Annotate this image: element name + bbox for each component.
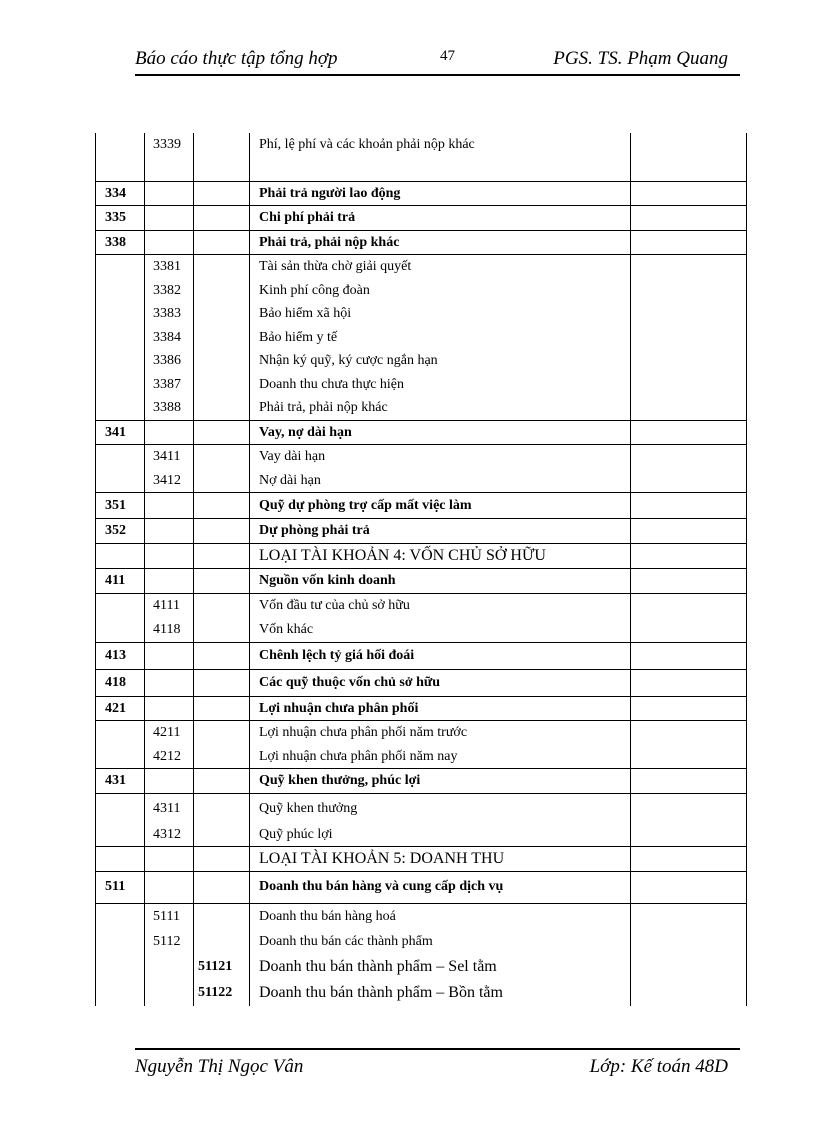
- class-name: Lớp: Kế toán 48D: [589, 1056, 728, 1077]
- author-name: Nguyễn Thị Ngọc Vân: [135, 1056, 304, 1077]
- account-level1-cell: [96, 593, 145, 618]
- table-row: [96, 373, 747, 397]
- table-row: [96, 469, 747, 493]
- notes-cell: [631, 871, 747, 903]
- account-level2-cell: [145, 642, 194, 669]
- account-name-cell: Quỹ khen thưởng, phúc lợi: [250, 769, 631, 794]
- account-level3-cell: [194, 847, 250, 872]
- table-row: [96, 954, 747, 980]
- table-row: [96, 543, 747, 568]
- notes-cell: [631, 930, 747, 954]
- account-name-cell: Doanh thu bán thành phẩm – Sel tằm: [250, 954, 631, 980]
- account-level1-cell: 335: [96, 206, 145, 231]
- table-row: [96, 396, 747, 420]
- account-level3-cell: [194, 493, 250, 519]
- account-name-cell: Quỹ phúc lợi: [250, 823, 631, 847]
- notes-cell: [631, 696, 747, 721]
- account-level2-cell: [145, 696, 194, 721]
- notes-cell: [631, 794, 747, 823]
- notes-cell: [631, 721, 747, 745]
- account-level2-cell: 4111: [145, 593, 194, 618]
- notes-cell: [631, 847, 747, 872]
- table-row: [96, 255, 747, 279]
- notes-cell: [631, 445, 747, 469]
- table-row: [96, 206, 747, 231]
- notes-cell: [631, 543, 747, 568]
- notes-cell: [631, 618, 747, 642]
- supervisor-name: PGS. TS. Phạm Quang: [553, 48, 728, 69]
- account-level3-cell: 51122: [194, 980, 250, 1006]
- account-name-cell: Vốn đầu tư của chủ sở hữu: [250, 593, 631, 618]
- account-level2-cell: [145, 980, 194, 1006]
- account-level2-cell: [145, 493, 194, 519]
- account-level1-cell: [96, 823, 145, 847]
- account-level2-cell: 3339: [145, 133, 194, 181]
- notes-cell: [631, 769, 747, 794]
- chart-of-accounts-table: [95, 133, 747, 1006]
- account-name-cell: Phải trả người lao động: [250, 181, 631, 206]
- table-row: [96, 279, 747, 303]
- account-level3-cell: [194, 279, 250, 303]
- table-row: [96, 696, 747, 721]
- account-name-cell: Nợ dài hạn: [250, 469, 631, 493]
- table-row: [96, 847, 747, 872]
- account-level2-cell: 5112: [145, 930, 194, 954]
- account-level3-cell: [194, 133, 250, 181]
- account-level3-cell: [194, 593, 250, 618]
- account-name-cell: Lợi nhuận chưa phân phối năm trước: [250, 721, 631, 745]
- table-row: [96, 823, 747, 847]
- account-level3-cell: [194, 642, 250, 669]
- account-name-cell: Nguồn vốn kinh doanh: [250, 568, 631, 593]
- account-level2-cell: [145, 568, 194, 593]
- table-row: [96, 133, 747, 181]
- account-name-cell: Vay, nợ dài hạn: [250, 420, 631, 445]
- notes-cell: [631, 745, 747, 769]
- account-name-cell: Doanh thu bán các thành phẩm: [250, 930, 631, 954]
- account-name-cell: Vay dài hạn: [250, 445, 631, 469]
- notes-cell: [631, 206, 747, 231]
- account-name-cell: Doanh thu bán thành phẩm – Bồn tằm: [250, 980, 631, 1006]
- table-row: [96, 618, 747, 642]
- account-name-cell: Bảo hiểm xã hội: [250, 302, 631, 326]
- notes-cell: [631, 469, 747, 493]
- table-row: [96, 871, 747, 903]
- account-name-cell: Kinh phí công đoàn: [250, 279, 631, 303]
- account-level3-cell: 51121: [194, 954, 250, 980]
- account-level1-cell: 351: [96, 493, 145, 519]
- account-level1-cell: [96, 794, 145, 823]
- account-name-cell: Các quỹ thuộc vốn chủ sở hữu: [250, 669, 631, 696]
- account-name-cell: Lợi nhuận chưa phân phối năm nay: [250, 745, 631, 769]
- account-level2-cell: 3382: [145, 279, 194, 303]
- table-row: [96, 302, 747, 326]
- account-level1-cell: 338: [96, 230, 145, 255]
- account-level2-cell: 3387: [145, 373, 194, 397]
- account-level2-cell: [145, 230, 194, 255]
- account-name-cell: Quỹ khen thưởng: [250, 794, 631, 823]
- account-name-cell: LOẠI TÀI KHOẢN 5: DOANH THU: [250, 847, 631, 872]
- account-name-cell: Vốn khác: [250, 618, 631, 642]
- table-row: [96, 980, 747, 1006]
- notes-cell: [631, 954, 747, 980]
- account-level1-cell: [96, 326, 145, 350]
- account-name-cell: Chi phí phải trả: [250, 206, 631, 231]
- account-level1-cell: [96, 255, 145, 279]
- page-footer: [135, 1048, 740, 1080]
- account-level3-cell: [194, 930, 250, 954]
- account-level2-cell: [145, 954, 194, 980]
- account-name-cell: Phí, lệ phí và các khoản phải nộp khác: [250, 133, 631, 181]
- account-level1-cell: 431: [96, 769, 145, 794]
- table-row: [96, 326, 747, 350]
- account-level2-cell: 3381: [145, 255, 194, 279]
- account-level3-cell: [194, 568, 250, 593]
- account-level3-cell: [194, 519, 250, 544]
- account-level2-cell: [145, 420, 194, 445]
- account-level1-cell: [96, 302, 145, 326]
- notes-cell: [631, 568, 747, 593]
- notes-cell: [631, 593, 747, 618]
- account-level1-cell: 341: [96, 420, 145, 445]
- account-level3-cell: [194, 420, 250, 445]
- account-level2-cell: [145, 769, 194, 794]
- account-level2-cell: 4118: [145, 618, 194, 642]
- table-row: [96, 445, 747, 469]
- table-row: [96, 669, 747, 696]
- account-level2-cell: 3386: [145, 349, 194, 373]
- account-level3-cell: [194, 181, 250, 206]
- account-name-cell: Phải trả, phải nộp khác: [250, 230, 631, 255]
- account-level2-cell: 3411: [145, 445, 194, 469]
- account-level3-cell: [194, 823, 250, 847]
- notes-cell: [631, 181, 747, 206]
- account-name-cell: Lợi nhuận chưa phân phối: [250, 696, 631, 721]
- account-name-cell: Quỹ dự phòng trợ cấp mất việc làm: [250, 493, 631, 519]
- account-level1-cell: [96, 618, 145, 642]
- account-level3-cell: [194, 721, 250, 745]
- table-row: [96, 769, 747, 794]
- notes-cell: [631, 519, 747, 544]
- notes-cell: [631, 903, 747, 930]
- account-level1-cell: [96, 930, 145, 954]
- page-number: 47: [440, 48, 455, 64]
- account-level3-cell: [194, 445, 250, 469]
- report-title: Báo cáo thực tập tổng hợp: [135, 48, 338, 69]
- table-row: [96, 493, 747, 519]
- page-header: [135, 48, 740, 76]
- account-level3-cell: [194, 696, 250, 721]
- account-name-cell: Chênh lệch tỷ giá hối đoái: [250, 642, 631, 669]
- notes-cell: [631, 255, 747, 279]
- account-level3-cell: [194, 302, 250, 326]
- table-row: [96, 181, 747, 206]
- table-row: [96, 420, 747, 445]
- account-level1-cell: 413: [96, 642, 145, 669]
- account-level1-cell: 411: [96, 568, 145, 593]
- account-level2-cell: 4311: [145, 794, 194, 823]
- account-level1-cell: 334: [96, 181, 145, 206]
- account-level2-cell: 3384: [145, 326, 194, 350]
- account-level2-cell: 4211: [145, 721, 194, 745]
- account-name-cell: Doanh thu chưa thực hiện: [250, 373, 631, 397]
- table-row: [96, 230, 747, 255]
- account-level1-cell: [96, 279, 145, 303]
- account-level3-cell: [194, 871, 250, 903]
- account-level1-cell: [96, 745, 145, 769]
- account-level3-cell: [194, 396, 250, 420]
- notes-cell: [631, 823, 747, 847]
- account-level2-cell: [145, 847, 194, 872]
- account-level2-cell: 3412: [145, 469, 194, 493]
- account-name-cell: Doanh thu bán hàng hoá: [250, 903, 631, 930]
- account-level1-cell: [96, 349, 145, 373]
- notes-cell: [631, 133, 747, 181]
- notes-cell: [631, 302, 747, 326]
- account-level3-cell: [194, 745, 250, 769]
- table-row: [96, 593, 747, 618]
- table-row: [96, 721, 747, 745]
- account-name-cell: Nhận ký quỹ, ký cược ngắn hạn: [250, 349, 631, 373]
- notes-cell: [631, 279, 747, 303]
- table-row: [96, 349, 747, 373]
- table-row: [96, 930, 747, 954]
- account-level1-cell: [96, 396, 145, 420]
- table-row: [96, 642, 747, 669]
- account-level2-cell: [145, 871, 194, 903]
- table-row: [96, 568, 747, 593]
- account-level2-cell: 3383: [145, 302, 194, 326]
- account-level3-cell: [194, 255, 250, 279]
- account-level3-cell: [194, 469, 250, 493]
- notes-cell: [631, 493, 747, 519]
- account-level2-cell: 5111: [145, 903, 194, 930]
- account-level1-cell: [96, 133, 145, 181]
- account-level1-cell: [96, 847, 145, 872]
- notes-cell: [631, 396, 747, 420]
- account-level1-cell: [96, 980, 145, 1006]
- account-level3-cell: [194, 769, 250, 794]
- account-level3-cell: [194, 543, 250, 568]
- notes-cell: [631, 420, 747, 445]
- notes-cell: [631, 669, 747, 696]
- account-level1-cell: 421: [96, 696, 145, 721]
- account-level2-cell: [145, 206, 194, 231]
- account-level3-cell: [194, 618, 250, 642]
- account-level1-cell: [96, 469, 145, 493]
- account-level2-cell: [145, 669, 194, 696]
- notes-cell: [631, 349, 747, 373]
- account-level3-cell: [194, 903, 250, 930]
- account-level3-cell: [194, 230, 250, 255]
- account-level2-cell: [145, 543, 194, 568]
- notes-cell: [631, 373, 747, 397]
- account-name-cell: Tài sản thừa chờ giải quyết: [250, 255, 631, 279]
- account-name-cell: Dự phòng phải trả: [250, 519, 631, 544]
- account-level3-cell: [194, 669, 250, 696]
- account-level3-cell: [194, 349, 250, 373]
- account-level1-cell: [96, 721, 145, 745]
- account-level1-cell: [96, 903, 145, 930]
- account-level2-cell: [145, 181, 194, 206]
- account-level1-cell: [96, 954, 145, 980]
- account-level3-cell: [194, 794, 250, 823]
- account-level2-cell: 3388: [145, 396, 194, 420]
- notes-cell: [631, 642, 747, 669]
- notes-cell: [631, 230, 747, 255]
- account-level2-cell: [145, 519, 194, 544]
- account-level1-cell: [96, 445, 145, 469]
- account-level2-cell: 4312: [145, 823, 194, 847]
- account-name-cell: Doanh thu bán hàng và cung cấp dịch vụ: [250, 871, 631, 903]
- table-row: [96, 519, 747, 544]
- notes-cell: [631, 326, 747, 350]
- notes-cell: [631, 980, 747, 1006]
- account-name-cell: Bảo hiểm y tế: [250, 326, 631, 350]
- account-level1-cell: [96, 543, 145, 568]
- account-name-cell: Phải trả, phải nộp khác: [250, 396, 631, 420]
- account-level3-cell: [194, 206, 250, 231]
- table-row: [96, 794, 747, 823]
- account-level2-cell: 4212: [145, 745, 194, 769]
- table-row: [96, 745, 747, 769]
- account-level3-cell: [194, 373, 250, 397]
- account-level1-cell: 511: [96, 871, 145, 903]
- account-name-cell: LOẠI TÀI KHOẢN 4: VỐN CHỦ SỞ HỮU: [250, 543, 631, 568]
- account-level1-cell: 418: [96, 669, 145, 696]
- account-level3-cell: [194, 326, 250, 350]
- table-row: [96, 903, 747, 930]
- account-level1-cell: 352: [96, 519, 145, 544]
- account-level1-cell: [96, 373, 145, 397]
